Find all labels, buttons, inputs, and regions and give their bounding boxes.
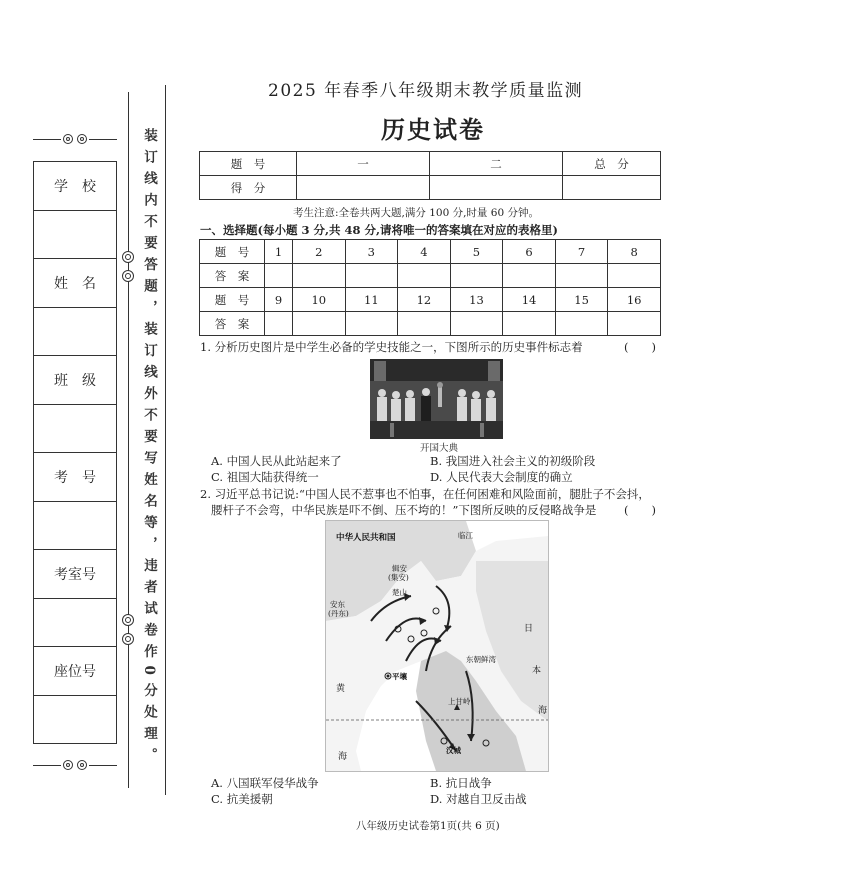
score-label: 题 号 xyxy=(200,152,297,176)
map-label-hai-east: 海 xyxy=(538,706,548,716)
exam-title: 历史试卷 xyxy=(381,115,485,144)
founding-ceremony-photo xyxy=(370,359,503,439)
field-class-blank[interactable] xyxy=(34,404,117,453)
map-label-huang: 黄 xyxy=(336,684,346,694)
q-number: 12 xyxy=(398,288,451,312)
q-number: 13 xyxy=(450,288,503,312)
korean-war-map xyxy=(325,520,549,772)
q-number: 11 xyxy=(345,288,398,312)
bottom-ornament xyxy=(33,759,117,773)
binding-hole-icon xyxy=(122,270,134,282)
q-number: 7 xyxy=(555,240,608,264)
q-number: 5 xyxy=(450,240,503,264)
field-exam-room: 考室号 xyxy=(34,550,117,599)
q1-option-b[interactable]: B. 我国进入社会主义的初级阶段 xyxy=(430,454,596,468)
map-label-hancheng: 汉城 xyxy=(446,746,461,755)
question-2-stem-line-1: 2. 习近平总书记说:“中国人民不惹事也不怕事，在任何困难和风险面前，腿肚子不会抖， xyxy=(200,487,650,501)
q-number: 1 xyxy=(265,240,293,264)
answer-cell[interactable] xyxy=(292,264,345,288)
points-cell-total[interactable] xyxy=(563,176,661,200)
answer-cell[interactable] xyxy=(503,264,556,288)
q-number: 16 xyxy=(608,288,661,312)
map-label-andong-2: (丹东) xyxy=(328,609,349,618)
field-name-blank[interactable] xyxy=(34,307,117,356)
q-number: 15 xyxy=(555,288,608,312)
q2-option-c[interactable]: C. 抗美援朝 xyxy=(211,792,273,806)
binding-hole-icon xyxy=(122,633,134,645)
q1-option-d[interactable]: D. 人民代表大会制度的确立 xyxy=(430,470,573,484)
score-col-2: 二 xyxy=(430,152,563,176)
question-1-stem: 1. 分析历史图片是中学生必备的学史技能之一，下图所示的历史事件标志着 xyxy=(200,340,583,354)
q1-option-a[interactable]: A. 中国人民从此站起来了 xyxy=(211,454,342,468)
answer-cell[interactable] xyxy=(608,264,661,288)
answer-cell[interactable] xyxy=(345,264,398,288)
page-footer: 八年级历史试卷第1页(共 6 页) xyxy=(356,820,500,832)
map-label-linjiang: 临江 xyxy=(458,531,473,540)
answer-cell[interactable] xyxy=(398,312,451,336)
points-cell-2[interactable] xyxy=(430,176,563,200)
field-exam-number-blank[interactable] xyxy=(34,501,117,550)
question-2-answer-paren[interactable]: ( ) xyxy=(624,503,656,517)
answer-cell[interactable] xyxy=(450,312,503,336)
q2-option-b[interactable]: B. 抗日战争 xyxy=(430,776,492,790)
map-label-ri: 日 xyxy=(524,624,534,634)
map-label-shangganling: 上甘岭 xyxy=(448,697,471,706)
map-label-andong: 安东 xyxy=(330,600,345,609)
q-number: 9 xyxy=(265,288,293,312)
answer-cell[interactable] xyxy=(398,264,451,288)
margin-line xyxy=(165,85,166,795)
cut-line xyxy=(128,92,129,788)
q-number: 10 xyxy=(292,288,345,312)
answer-table xyxy=(199,239,661,336)
map-label-ben: 本 xyxy=(532,666,542,676)
field-exam-number: 考 号 xyxy=(34,453,117,502)
map-label-east-sea: 东朝鲜湾 xyxy=(466,655,496,664)
section-1-heading: 一、选择题(每小题 3 分,共 48 分,请将唯一的答案填在对应的表格里) xyxy=(200,223,558,237)
student-info-table xyxy=(33,161,117,744)
map-label-hai: 海 xyxy=(338,752,348,762)
score-col-total: 总 分 xyxy=(563,152,661,176)
q2-option-a[interactable]: A. 八国联军侵华战争 xyxy=(211,776,319,790)
field-seat: 座位号 xyxy=(34,647,117,696)
question-2-stem-line-2: 腰杆子不会弯，中华民族是吓不倒、压不垮的！”下图所反映的反侵略战争是 xyxy=(211,503,597,517)
field-name: 姓 名 xyxy=(34,259,117,308)
answer-cell[interactable] xyxy=(555,312,608,336)
field-school-blank[interactable] xyxy=(34,210,117,259)
question-1-answer-paren[interactable]: ( ) xyxy=(624,340,656,354)
points-label: 得 分 xyxy=(200,176,297,200)
exam-subtitle: 2025 年春季八年级期末教学质量监测 xyxy=(268,81,584,101)
answer-cell[interactable] xyxy=(265,264,293,288)
answer-cell[interactable] xyxy=(292,312,345,336)
q-number: 3 xyxy=(345,240,398,264)
top-ornament xyxy=(33,133,117,147)
binding-notice: 装订线内不要答题，装订线外不要写姓名等，违者试卷作0分处理。 xyxy=(141,128,157,769)
points-cell-1[interactable] xyxy=(297,176,430,200)
q2-option-d[interactable]: D. 对越自卫反击战 xyxy=(430,792,527,806)
binding-hole-icon xyxy=(122,614,134,626)
q1-option-c[interactable]: C. 祖国大陆获得统一 xyxy=(211,470,319,484)
photo-caption: 开国大典 xyxy=(420,443,459,454)
q-number: 2 xyxy=(292,240,345,264)
answer-q-label: 题 号 xyxy=(200,288,265,312)
binding-hole-icon xyxy=(122,251,134,263)
field-school: 学 校 xyxy=(34,162,117,211)
answer-cell[interactable] xyxy=(555,264,608,288)
q-number: 8 xyxy=(608,240,661,264)
q-number: 4 xyxy=(398,240,451,264)
field-seat-blank[interactable] xyxy=(34,695,117,744)
answer-a-label: 答 案 xyxy=(200,312,265,336)
map-label-pyongyang: 平壤 xyxy=(392,672,407,681)
map-label-jian: 辑安 xyxy=(392,564,407,573)
map-label-country: 中华人民共和国 xyxy=(336,533,396,543)
map-label-jian-2: (集安) xyxy=(388,573,409,582)
answer-cell[interactable] xyxy=(265,312,293,336)
score-col-1: 一 xyxy=(297,152,430,176)
q-number: 14 xyxy=(503,288,556,312)
exam-note: 考生注意:全卷共两大题,满分 100 分,时量 60 分钟。 xyxy=(293,207,539,219)
map-label-chushan: 楚山 xyxy=(392,588,407,597)
answer-q-label: 题 号 xyxy=(200,240,265,264)
answer-cell[interactable] xyxy=(608,312,661,336)
answer-cell[interactable] xyxy=(450,264,503,288)
answer-cell[interactable] xyxy=(503,312,556,336)
score-table xyxy=(199,151,661,200)
q-number: 6 xyxy=(503,240,556,264)
answer-a-label: 答 案 xyxy=(200,264,265,288)
field-exam-room-blank[interactable] xyxy=(34,598,117,647)
answer-cell[interactable] xyxy=(345,312,398,336)
field-class: 班 级 xyxy=(34,356,117,405)
